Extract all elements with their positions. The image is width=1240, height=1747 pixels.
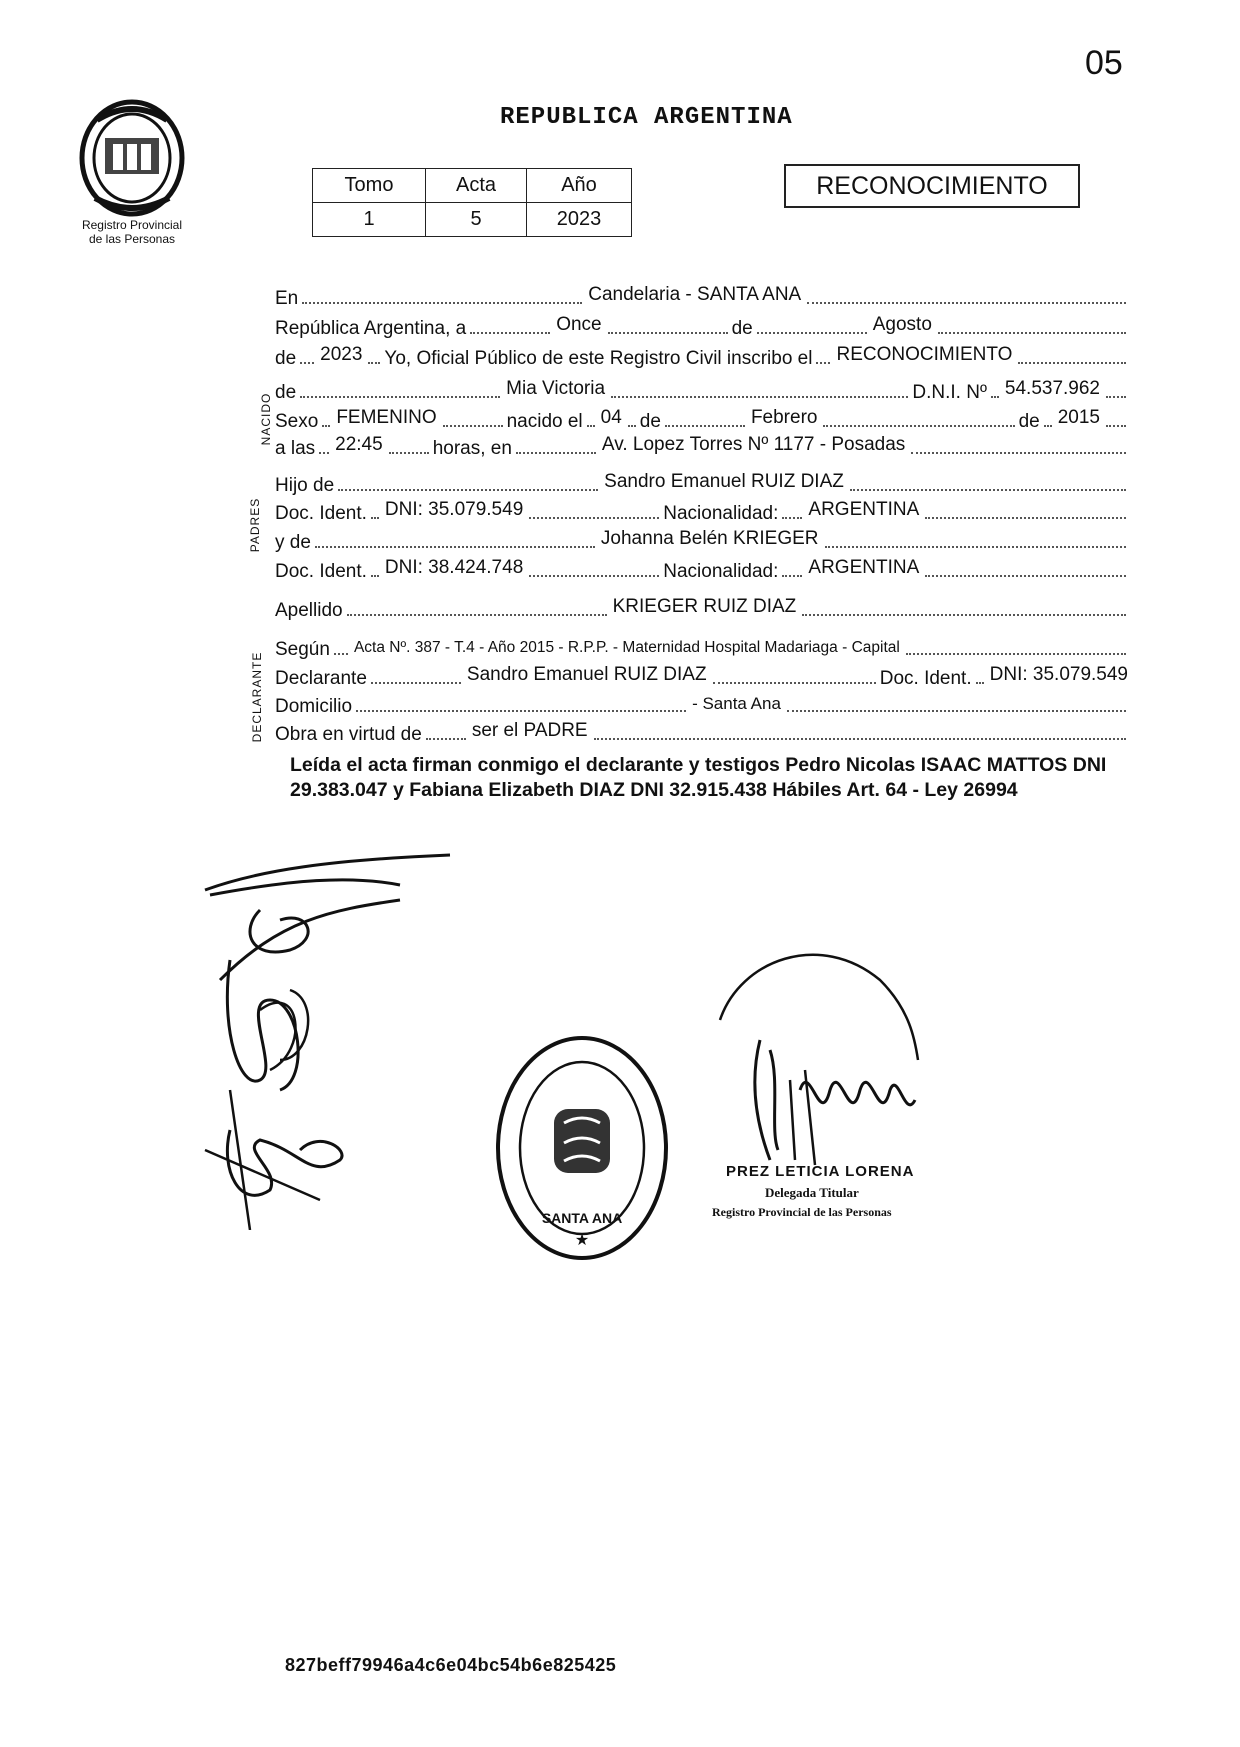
father-nationality-value: ARGENTINA xyxy=(808,499,920,520)
side-label-declarant: DECLARANTE xyxy=(250,651,264,743)
domicilio-label: Domicilio xyxy=(275,696,353,717)
line-according-to xyxy=(275,631,1130,661)
father-name-value: Sandro Emanuel RUIZ DIAZ xyxy=(604,471,844,492)
line-name xyxy=(275,374,1130,404)
country-title: REPUBLICA ARGENTINA xyxy=(500,104,793,131)
line-address xyxy=(275,688,1130,718)
declarant-name-value: Sandro Emanuel RUIZ DIAZ xyxy=(466,664,707,685)
dni-label: D.N.I. Nº xyxy=(912,382,987,403)
volume-header-tomo: Tomo xyxy=(313,169,426,203)
republica-label: República Argentina, a xyxy=(275,318,467,339)
day-value: Once xyxy=(556,314,602,335)
line-place xyxy=(275,280,1130,310)
line-mother-doc xyxy=(275,553,1130,583)
line-mother xyxy=(275,524,1130,554)
provincial-seal-logo xyxy=(75,98,190,218)
document-hash: 827beff79946a4c6e04bc54b6e825425 xyxy=(285,1655,617,1675)
de-label-2: de xyxy=(275,348,297,369)
nacido-label: nacido el xyxy=(506,411,583,432)
page-number: 05 xyxy=(1085,44,1123,82)
mother-nationality-value: ARGENTINA xyxy=(808,557,920,578)
doc-label-3: Doc. Ident. xyxy=(879,668,972,689)
officer-text: Yo, Oficial Público de este Registro Civil inscribo el xyxy=(384,348,813,369)
de-label-5: de xyxy=(1018,411,1040,432)
registry-name xyxy=(62,218,202,246)
year-value: 2023 xyxy=(320,344,363,365)
declarant-doc-value: DNI: 35.079.549 xyxy=(989,664,1128,685)
line-surname xyxy=(275,592,1130,622)
reason-value: ser el PADRE xyxy=(471,720,588,741)
mother-doc-value: DNI: 38.424.748 xyxy=(384,557,524,578)
father-doc-value: DNI: 35.079.549 xyxy=(384,499,524,520)
doc-label-2: Doc. Ident. xyxy=(275,561,367,582)
line-birth-time-place xyxy=(275,430,1130,460)
obra-label: Obra en virtud de xyxy=(275,724,422,745)
line-sex-birthdate xyxy=(275,403,1130,433)
hijo-label: Hijo de xyxy=(275,475,335,496)
dni-value: 54.537.962 xyxy=(1004,378,1100,399)
declarant-signature xyxy=(200,850,460,1230)
official-signature xyxy=(700,930,960,1180)
volume-header-ano: Año xyxy=(527,169,632,203)
birth-time-value: 22:45 xyxy=(335,434,383,455)
registry-name-line2: de las Personas xyxy=(88,232,176,246)
birth-place-value: Av. Lopez Torres Nº 1177 - Posadas xyxy=(601,434,906,455)
en-label: En xyxy=(275,288,299,309)
side-label-born: NACIDO xyxy=(259,392,273,446)
stamp-inner-text: SANTA ANA xyxy=(541,1210,623,1226)
volume-header-acta: Acta xyxy=(426,169,527,203)
month-value: Agosto xyxy=(872,314,932,335)
registry-name-line1: Registro Provincial xyxy=(81,218,183,232)
place-value: Candelaria - SANTA ANA xyxy=(588,284,802,305)
de-label: de xyxy=(731,318,753,339)
de-label-4: de xyxy=(639,411,661,432)
line-declarant xyxy=(275,660,1130,690)
sexo-label: Sexo xyxy=(275,411,319,432)
declarante-label: Declarante xyxy=(275,668,367,689)
volume-value-acta: 5 xyxy=(426,203,527,237)
horas-label: horas, en xyxy=(432,438,512,459)
act-type-value: RECONOCIMIENTO xyxy=(836,344,1013,365)
according-to-value: Acta Nº. 387 - T.4 - Año 2015 - R.P.P. - Maternidad Hospital Madariaga - Capital xyxy=(353,639,900,656)
record-type-box: RECONOCIMIENTO xyxy=(784,164,1080,208)
official-stamp xyxy=(492,1033,672,1263)
birth-day-value: 04 xyxy=(600,407,622,428)
name-value: Mia Victoria xyxy=(506,378,606,399)
mother-name-value: Johanna Belén KRIEGER xyxy=(600,528,819,549)
volume-value-ano: 2023 xyxy=(527,203,632,237)
segun-label: Según xyxy=(275,639,330,660)
yde-label: y de xyxy=(275,532,311,553)
alas-label: a las xyxy=(275,438,316,459)
nationality-label: Nacionalidad: xyxy=(663,503,779,524)
birth-year-value: 2015 xyxy=(1057,407,1100,428)
sex-value: FEMENINO xyxy=(336,407,437,428)
volume-table xyxy=(312,168,632,237)
line-father xyxy=(275,467,1130,497)
line-reason xyxy=(275,716,1130,746)
volume-value-tomo: 1 xyxy=(313,203,426,237)
closing-statement: Leída el acta firman conmigo el declarante y testigos Pedro Nicolas ISAAC MATTOS DNI 29.383.047 y Fabiana Elizabeth DIAZ DNI 32.915.438 Hábiles Art. 64 - Ley 26994 xyxy=(290,754,1107,801)
line-act-type xyxy=(275,340,1130,370)
official-role: Delegada Titular xyxy=(765,1185,859,1200)
doc-label: Doc. Ident. xyxy=(275,503,367,524)
surname-value: KRIEGER RUIZ DIAZ xyxy=(612,596,797,617)
line-father-doc xyxy=(275,495,1130,525)
official-name: PREZ LETICIA LORENA xyxy=(726,1163,915,1180)
birth-month-value: Febrero xyxy=(750,407,818,428)
line-date xyxy=(275,310,1130,340)
de-label-3: de xyxy=(275,382,297,403)
stamp-star-icon: ★ xyxy=(574,1232,590,1249)
apellido-label: Apellido xyxy=(275,600,343,621)
official-office: Registro Provincial de las Personas xyxy=(712,1205,892,1219)
nationality-label-2: Nacionalidad: xyxy=(663,561,779,582)
side-label-parents: PADRES xyxy=(248,497,262,553)
address-value: - Santa Ana xyxy=(692,694,781,713)
